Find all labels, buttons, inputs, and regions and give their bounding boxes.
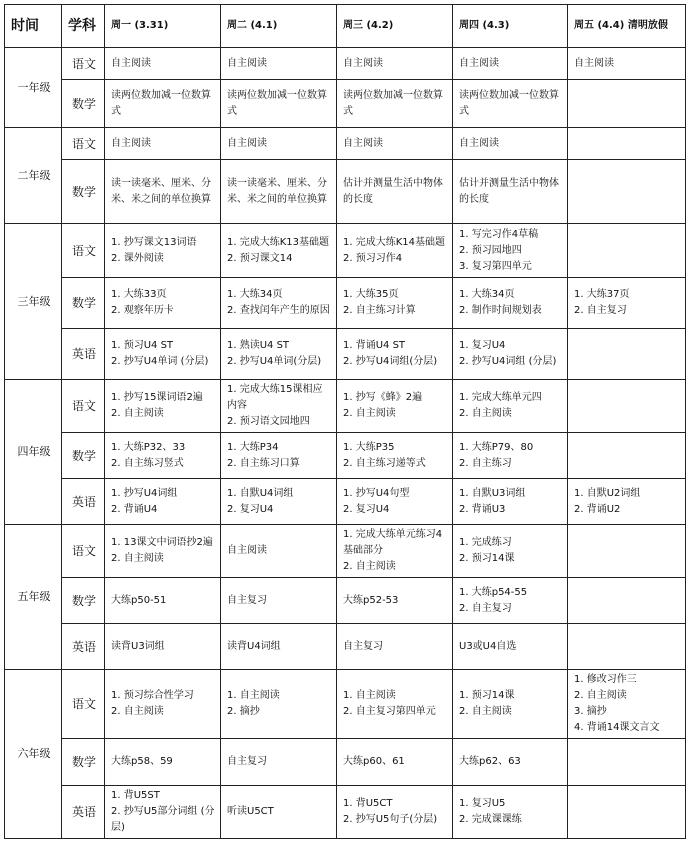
- homework-item: 2. 预习课文14: [227, 252, 293, 264]
- homework-item: 1. 抄写U4词组: [111, 487, 178, 499]
- homework-item: 1. 大练34页: [459, 289, 515, 300]
- homework-item: 2. 预习语文园地四: [227, 416, 310, 427]
- schedule-row: [5, 525, 686, 578]
- schedule-row: [5, 479, 686, 525]
- homework-item: 2. 自主练习递等式: [343, 457, 426, 469]
- homework-item: 1. 大练P34: [227, 441, 279, 453]
- homework-item: 3. 摘抄: [574, 706, 607, 717]
- homework-item: 2. 抄写U5部分词组 (分层): [111, 806, 215, 833]
- homework-item: 读两位数加减一位数算式: [459, 89, 559, 117]
- homework-item: 自主阅读: [343, 137, 383, 149]
- homework-item: 2. 完成课课练: [459, 814, 522, 825]
- homework-cell-fri: [568, 786, 686, 839]
- homework-cell-mon: [105, 624, 221, 670]
- homework-item: 2. 自主阅读: [574, 690, 627, 701]
- homework-cell-fri: [568, 525, 686, 578]
- homework-cell-mon: [105, 224, 221, 278]
- homework-item: 读背U4词组: [227, 640, 281, 652]
- subject-label: 英语: [62, 479, 105, 525]
- homework-item: 大练p52-53: [343, 594, 399, 606]
- homework-item: 1. 大练37页: [574, 289, 630, 300]
- homework-cell-thu: [453, 670, 568, 739]
- homework-item: 2. 预习园地四: [459, 244, 522, 256]
- header-time: 时间: [5, 5, 62, 48]
- homework-cell-fri: [568, 329, 686, 380]
- homework-item: 1. 13课文中词语抄2遍: [111, 537, 213, 548]
- homework-item: 1. 自主阅读: [343, 690, 396, 701]
- homework-item: 1. 大练P79、80: [459, 441, 534, 453]
- homework-cell-thu: [453, 786, 568, 839]
- subject-label: 数学: [62, 739, 105, 786]
- homework-cell-tue: [221, 670, 337, 739]
- subject-label: 英语: [62, 329, 105, 380]
- homework-cell-mon: [105, 80, 221, 128]
- grade-label: 六年级: [5, 670, 62, 839]
- homework-cell-tue: [221, 278, 337, 329]
- homework-cell-thu: [453, 80, 568, 128]
- homework-item: 1. 写完习作4草稿: [459, 228, 539, 240]
- homework-item: 2. 预习习作4: [343, 252, 403, 264]
- homework-cell-wed: [337, 380, 453, 433]
- homework-cell-tue: [221, 578, 337, 624]
- homework-item: 2. 背诵U3: [459, 503, 506, 515]
- homework-cell-wed: [337, 479, 453, 525]
- homework-schedule-table: [4, 4, 686, 839]
- homework-cell-thu: [453, 278, 568, 329]
- subject-label: 语文: [62, 380, 105, 433]
- homework-item: 4. 背诵14课文言文: [574, 722, 660, 733]
- homework-cell-fri: [568, 433, 686, 479]
- homework-cell-wed: [337, 278, 453, 329]
- grade-label: 五年级: [5, 525, 62, 670]
- homework-cell-wed: [337, 329, 453, 380]
- schedule-row: [5, 128, 686, 160]
- subject-label: 数学: [62, 278, 105, 329]
- homework-item: 自主阅读: [343, 57, 383, 69]
- homework-item: 2. 自主练习计算: [343, 305, 416, 316]
- homework-item: 2. 观察年历卡: [111, 305, 174, 316]
- subject-label: 数学: [62, 80, 105, 128]
- header-monday: 周一 (3.31): [105, 5, 221, 48]
- homework-item: 大练p60、61: [343, 756, 405, 767]
- schedule-row: [5, 739, 686, 786]
- homework-item: 1. 预习U4 ST: [111, 340, 174, 351]
- homework-item: 估计并测量生活中物体的长度: [459, 177, 559, 205]
- schedule-row: [5, 786, 686, 839]
- homework-item: 1. 大练P35: [343, 441, 395, 453]
- homework-item: 自主复习: [343, 640, 383, 652]
- homework-item: 自主阅读: [459, 57, 499, 69]
- homework-item: 大练p50-51: [111, 594, 167, 606]
- homework-cell-mon: [105, 786, 221, 839]
- homework-item: 自主阅读: [227, 137, 267, 149]
- homework-item: 自主阅读: [111, 137, 151, 149]
- homework-item: 自主阅读: [227, 545, 267, 556]
- homework-cell-mon: [105, 578, 221, 624]
- subject-label: 语文: [62, 670, 105, 739]
- homework-item: 1. 修改习作三: [574, 674, 637, 685]
- schedule-row: [5, 433, 686, 479]
- homework-cell-thu: [453, 380, 568, 433]
- homework-item: 2. 自主练习: [459, 457, 512, 469]
- homework-cell-tue: [221, 224, 337, 278]
- homework-item: 2. 自主练习竖式: [111, 457, 184, 469]
- homework-cell-wed: [337, 224, 453, 278]
- homework-item: 听读U5CT: [227, 806, 274, 817]
- homework-item: 2. 课外阅读: [111, 252, 164, 264]
- header-thursday: 周四 (4.3): [453, 5, 568, 48]
- homework-item: 1. 完成大练单元四: [459, 392, 542, 403]
- homework-cell-fri: [568, 224, 686, 278]
- homework-item: 读两位数加减一位数算式: [343, 89, 443, 117]
- homework-cell-wed: [337, 578, 453, 624]
- schedule-row: [5, 80, 686, 128]
- homework-cell-fri: [568, 160, 686, 224]
- homework-item: 1. 大练33页: [111, 289, 167, 300]
- grade-label: 二年级: [5, 128, 62, 224]
- homework-cell-wed: [337, 160, 453, 224]
- homework-item: 自主阅读: [459, 137, 499, 149]
- homework-item: 2. 自主阅读: [459, 408, 512, 419]
- homework-cell-wed: [337, 80, 453, 128]
- homework-item: 1. 抄写U4句型: [343, 487, 410, 499]
- homework-item: 2. 自主复习: [459, 602, 512, 614]
- homework-cell-fri: [568, 624, 686, 670]
- homework-cell-fri: [568, 380, 686, 433]
- homework-item: 2. 预习14课: [459, 553, 515, 564]
- homework-cell-mon: [105, 479, 221, 525]
- homework-item: 1. 抄写《蜂》2遍: [343, 392, 423, 403]
- homework-item: 1. 完成大练15课相应内容: [227, 384, 323, 411]
- homework-item: 自主复习: [227, 756, 267, 767]
- homework-cell-mon: [105, 670, 221, 739]
- homework-item: 2. 复习U4: [227, 503, 274, 515]
- homework-cell-mon: [105, 48, 221, 80]
- header-tuesday: 周二 (4.1): [221, 5, 337, 48]
- homework-cell-mon: [105, 160, 221, 224]
- homework-item: 2. 抄写U4单词(分层): [227, 356, 322, 367]
- homework-cell-thu: [453, 329, 568, 380]
- homework-cell-tue: [221, 128, 337, 160]
- schedule-row: [5, 670, 686, 739]
- homework-item: 读两位数加减一位数算式: [111, 89, 211, 117]
- homework-item: 大练p62、63: [459, 756, 521, 767]
- homework-cell-tue: [221, 479, 337, 525]
- subject-label: 语文: [62, 128, 105, 160]
- homework-item: 1. 背诵U4 ST: [343, 340, 406, 351]
- header-wednesday: 周三 (4.2): [337, 5, 453, 48]
- schedule-row: [5, 380, 686, 433]
- homework-item: 1. 预习14课: [459, 690, 515, 701]
- subject-label: 语文: [62, 224, 105, 278]
- homework-cell-thu: [453, 128, 568, 160]
- homework-cell-mon: [105, 329, 221, 380]
- homework-item: 1. 完成大练K14基础题: [343, 236, 446, 248]
- homework-item: 2. 自主阅读: [343, 561, 396, 572]
- homework-item: 自主复习: [227, 594, 267, 606]
- homework-item: 1. 背U5ST: [111, 790, 160, 801]
- homework-cell-wed: [337, 433, 453, 479]
- homework-cell-thu: [453, 624, 568, 670]
- homework-item: 1. 大练P32、33: [111, 441, 186, 453]
- homework-item: 大练p58、59: [111, 756, 173, 767]
- homework-cell-mon: [105, 525, 221, 578]
- grade-label: 四年级: [5, 380, 62, 525]
- homework-item: 1. 完成练习: [459, 537, 512, 548]
- homework-cell-wed: [337, 525, 453, 578]
- homework-item: 读一读毫米、厘米、分米、米之间的单位换算: [111, 177, 211, 205]
- homework-item: 1. 自主阅读: [227, 690, 280, 701]
- homework-item: 读两位数加减一位数算式: [227, 89, 327, 117]
- homework-item: 1. 复习U4: [459, 340, 506, 351]
- homework-item: 1. 大练34页: [227, 289, 283, 300]
- homework-item: 读背U3词组: [111, 640, 165, 652]
- homework-cell-wed: [337, 670, 453, 739]
- homework-item: 1. 预习综合性学习: [111, 690, 194, 701]
- homework-item: 2. 自主阅读: [459, 706, 512, 717]
- subject-label: 数学: [62, 433, 105, 479]
- homework-cell-tue: [221, 624, 337, 670]
- homework-item: 2. 复习U4: [343, 503, 390, 515]
- homework-cell-tue: [221, 525, 337, 578]
- schedule-row: [5, 278, 686, 329]
- subject-label: 数学: [62, 578, 105, 624]
- homework-cell-wed: [337, 786, 453, 839]
- homework-cell-fri: [568, 670, 686, 739]
- homework-item: 2. 抄写U4单词 (分层): [111, 356, 209, 367]
- homework-cell-wed: [337, 739, 453, 786]
- grade-label: 三年级: [5, 224, 62, 380]
- homework-item: 2. 制作时间规划表: [459, 305, 542, 316]
- homework-item: 读一读毫米、厘米、分米、米之间的单位换算: [227, 177, 327, 205]
- schedule-row: [5, 624, 686, 670]
- homework-cell-tue: [221, 160, 337, 224]
- homework-cell-mon: [105, 128, 221, 160]
- homework-cell-tue: [221, 786, 337, 839]
- homework-cell-fri: [568, 128, 686, 160]
- homework-cell-thu: [453, 525, 568, 578]
- homework-item: 1. 自默U3词组: [459, 487, 526, 499]
- homework-item: 2. 摘抄: [227, 706, 260, 717]
- homework-item: 2. 背诵U4: [111, 503, 158, 515]
- homework-item: 1. 复习U5: [459, 798, 506, 809]
- homework-item: 2. 自主阅读: [343, 408, 396, 419]
- homework-item: 2. 抄写U5句子(分层): [343, 814, 438, 825]
- homework-cell-mon: [105, 433, 221, 479]
- homework-item: 1. 抄写15课词语2遍: [111, 392, 203, 403]
- schedule-row: [5, 578, 686, 624]
- subject-label: 英语: [62, 624, 105, 670]
- homework-item: U3或U4自选: [459, 640, 517, 652]
- schedule-row: [5, 329, 686, 380]
- schedule-row: [5, 224, 686, 278]
- homework-cell-thu: [453, 479, 568, 525]
- homework-cell-thu: [453, 48, 568, 80]
- homework-cell-tue: [221, 433, 337, 479]
- homework-item: 2. 背诵U2: [574, 503, 621, 515]
- homework-item: 1. 背U5CT: [343, 798, 393, 809]
- homework-item: 2. 自主阅读: [111, 408, 164, 419]
- homework-cell-mon: [105, 380, 221, 433]
- homework-item: 2. 自主阅读: [111, 553, 164, 564]
- homework-cell-mon: [105, 278, 221, 329]
- homework-item: 1. 抄写课文13词语: [111, 236, 197, 248]
- homework-cell-thu: [453, 433, 568, 479]
- homework-cell-thu: [453, 160, 568, 224]
- homework-cell-thu: [453, 739, 568, 786]
- header-friday: 周五 (4.4) 清明放假: [568, 5, 686, 48]
- homework-cell-fri: [568, 278, 686, 329]
- homework-item: 2. 自主复习第四单元: [343, 706, 436, 717]
- homework-cell-wed: [337, 624, 453, 670]
- homework-item: 1. 大练35页: [343, 289, 399, 300]
- homework-cell-fri: [568, 48, 686, 80]
- homework-item: 自主阅读: [111, 57, 151, 69]
- header-row: [5, 5, 686, 48]
- homework-cell-fri: [568, 739, 686, 786]
- schedule-row: [5, 160, 686, 224]
- homework-cell-thu: [453, 578, 568, 624]
- homework-cell-tue: [221, 739, 337, 786]
- subject-label: 英语: [62, 786, 105, 839]
- homework-item: 2. 自主练习口算: [227, 457, 300, 469]
- homework-cell-fri: [568, 578, 686, 624]
- homework-item: 1. 自默U2词组: [574, 487, 641, 499]
- homework-item: 2. 自主阅读: [111, 706, 164, 717]
- homework-item: 1. 完成大练单元练习4基础部分: [343, 529, 443, 556]
- homework-item: 2. 查找闰年产生的原因: [227, 305, 330, 316]
- homework-cell-wed: [337, 48, 453, 80]
- homework-cell-tue: [221, 380, 337, 433]
- homework-item: 2. 抄写U4词组(分层): [343, 356, 438, 367]
- subject-label: 数学: [62, 160, 105, 224]
- homework-item: 3. 复习第四单元: [459, 260, 532, 272]
- grade-label: 一年级: [5, 48, 62, 128]
- homework-cell-thu: [453, 224, 568, 278]
- homework-item: 1. 大练p54-55: [459, 586, 528, 598]
- homework-item: 1. 完成大练K13基础题: [227, 236, 330, 248]
- homework-cell-fri: [568, 479, 686, 525]
- subject-label: 语文: [62, 48, 105, 80]
- homework-item: 自主阅读: [574, 57, 614, 69]
- homework-item: 自主阅读: [227, 57, 267, 69]
- homework-cell-tue: [221, 80, 337, 128]
- homework-cell-fri: [568, 80, 686, 128]
- homework-cell-tue: [221, 329, 337, 380]
- homework-cell-mon: [105, 739, 221, 786]
- homework-item: 1. 熟读U4 ST: [227, 340, 290, 351]
- header-subject: 学科: [62, 5, 105, 48]
- homework-item: 2. 自主复习: [574, 305, 627, 316]
- homework-item: 2. 抄写U4词组 (分层): [459, 356, 557, 367]
- homework-cell-tue: [221, 48, 337, 80]
- subject-label: 语文: [62, 525, 105, 578]
- homework-item: 1. 自默U4词组: [227, 487, 294, 499]
- homework-cell-wed: [337, 128, 453, 160]
- schedule-row: [5, 48, 686, 80]
- homework-item: 估计并测量生活中物体的长度: [343, 177, 443, 205]
